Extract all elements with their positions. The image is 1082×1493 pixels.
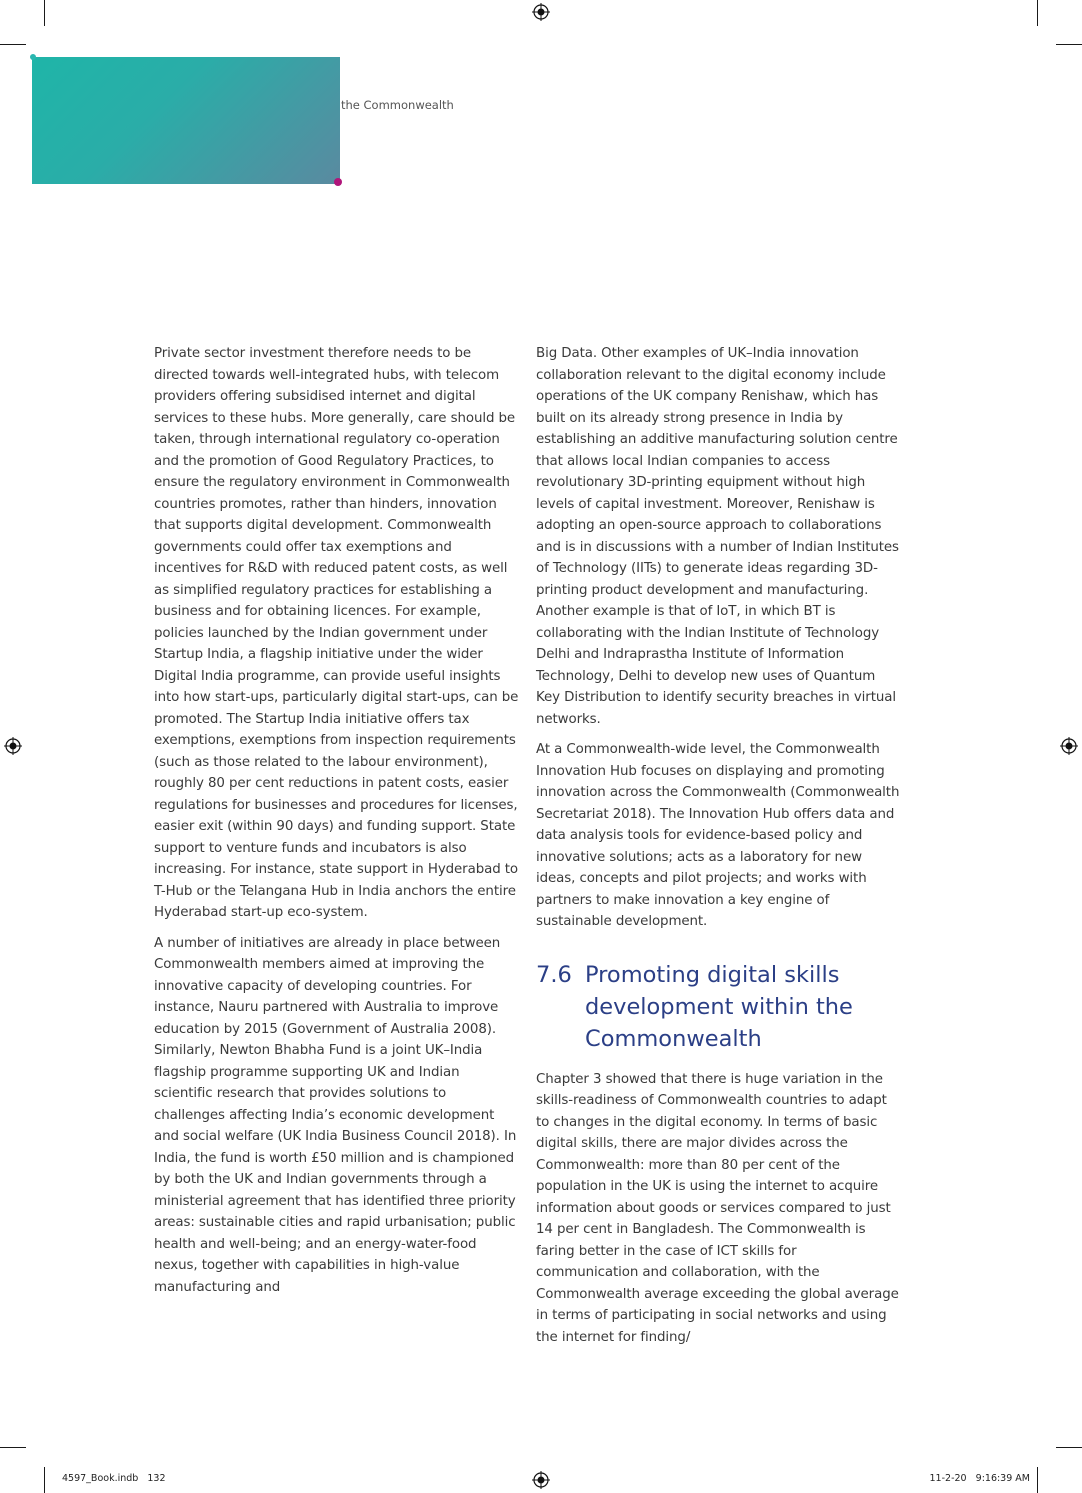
- running-head: the Commonwealth: [341, 98, 454, 112]
- footer-file-slug: 4597_Book.indb 132: [62, 1473, 166, 1484]
- crop-mark-top-right-h: [1056, 44, 1082, 45]
- crop-mark-top-left-h: [0, 44, 26, 45]
- registration-mark-bottom-icon: [532, 1471, 550, 1489]
- section-number: 7.6: [536, 961, 572, 988]
- crop-mark-bottom-left-v: [44, 1467, 45, 1493]
- crop-mark-top-right-v: [1037, 0, 1038, 26]
- section-title: Promoting digital skills development within the Commonwealth: [585, 961, 853, 1052]
- banner-corner-dot: [30, 54, 36, 60]
- banner-accent-dot: [334, 178, 342, 186]
- crop-mark-bottom-right-h: [1056, 1447, 1082, 1448]
- crop-mark-top-left-v: [44, 0, 45, 26]
- registration-mark-top-icon: [532, 3, 550, 21]
- registration-mark-left-icon: [4, 737, 22, 755]
- left-column: [154, 343, 520, 1307]
- crop-mark-bottom-left-h: [0, 1447, 26, 1448]
- paragraph: Big Data. Other examples of UK–India innovation collaboration relevant to the digital economy include operations of the UK company Renishaw, which has built on its already strong presence in India by establishing an additive manufacturing solution centre that allows local Indian companies to access revolutionary 3D-printing equipment without high levels of capital investment. Moreover, Renishaw is adopting an open-source approach to collaborations and is in discussions with a number of Indian Institutes of Technology (IITs) to generate ideas regarding 3D-printing product development and manufacturing. Another example is that of IoT, in which BT is collaborating with the Indian Institute of Technology Delhi and Indraprastha Institute of Information Technology, Delhi to develop new uses of Quantum Key Distribution to identify security breaches in virtual networks.: [536, 346, 899, 727]
- registration-mark-right-icon: [1060, 737, 1078, 755]
- right-column: [536, 343, 902, 1357]
- paragraph: A number of initiatives are already in place between Commonwealth members aimed at improving the innovative capacity of developing countries. For instance, Nauru partnered with Australia to improve education by 2015 (Government of Australia 2008). Similarly, Newton Bhabha Fund is a joint UK–India flagship programme supporting UK and Indian scientific research that provides solutions to challenges affecting India’s economic development and social welfare (UK India Business Council 2018). In India, the fund is worth £50 million and is championed by both the UK and Indian governments through a ministerial agreement that has identified three priority areas: sustainable cities and rapid urbanisation; public health and well-being; and an energy-water-food nexus, together with capabilities in high-value manufacturing and: [154, 935, 517, 1295]
- paragraph: Private sector investment therefore needs to be directed towards well-integrated hubs, with telecom providers offering subsidised internet and digital services to these hubs. More generally, care should be taken, through international regulatory co-operation and the promotion of Good Regulatory Practices, to ensure the regulatory environment in Commonwealth countries promotes, rather than hinders, innovation that supports digital development. Commonwealth governments could offer tax exemptions and incentives for R&D with reduced patent costs, as well as simplified regulatory practices for establishing a business and for obtaining licences. For example, policies launched by the Indian government under Startup India, a flagship initiative under the wider Digital India programme, can provide useful insights into how start-ups, particularly digital start-ups, can be promoted. The Startup India initiative offers tax exemptions, exemptions from inspection requirements (such as those related to the labour environment), roughly 80 per cent reductions in patent costs, easier regulations for businesses and procedures for licenses, easier exit (within 90 days) and funding support. State support to venture funds and incubators is also increasing. For instance, state support in Hyderabad to T-Hub or the Telangana Hub in India anchors the entire Hyderabad start-up eco-system.: [154, 346, 519, 920]
- section-heading: [536, 959, 902, 1055]
- footer-date-slug: 11-2-20 9:16:39 AM: [929, 1473, 1030, 1484]
- crop-mark-bottom-right-v: [1037, 1467, 1038, 1493]
- paragraph: Chapter 3 showed that there is huge variation in the skills-readiness of Commonwealth countries to adapt to changes in the digital economy. In terms of basic digital skills, there are major divides across the Commonwealth: more than 80 per cent of the population in the UK is using the internet to acquire information about goods or services compared to just 14 per cent in Bangladesh. The Commonwealth is faring better in the case of ICT skills for communication and collaboration, with the Commonwealth average exceeding the global average in terms of participating in social networks and using the internet for finding/: [536, 1071, 899, 1345]
- chapter-banner: [32, 57, 340, 184]
- paragraph: At a Commonwealth-wide level, the Commonwealth Innovation Hub focuses on displaying and promoting innovation across the Commonwealth (Commonwealth Secretariat 2018). The Innovation Hub offers data and data analysis tools for evidence-based policy and innovative solutions; acts as a laboratory for new ideas, concepts and pilot projects; and works with partners to make innovation a key engine of sustainable development.: [536, 742, 900, 929]
